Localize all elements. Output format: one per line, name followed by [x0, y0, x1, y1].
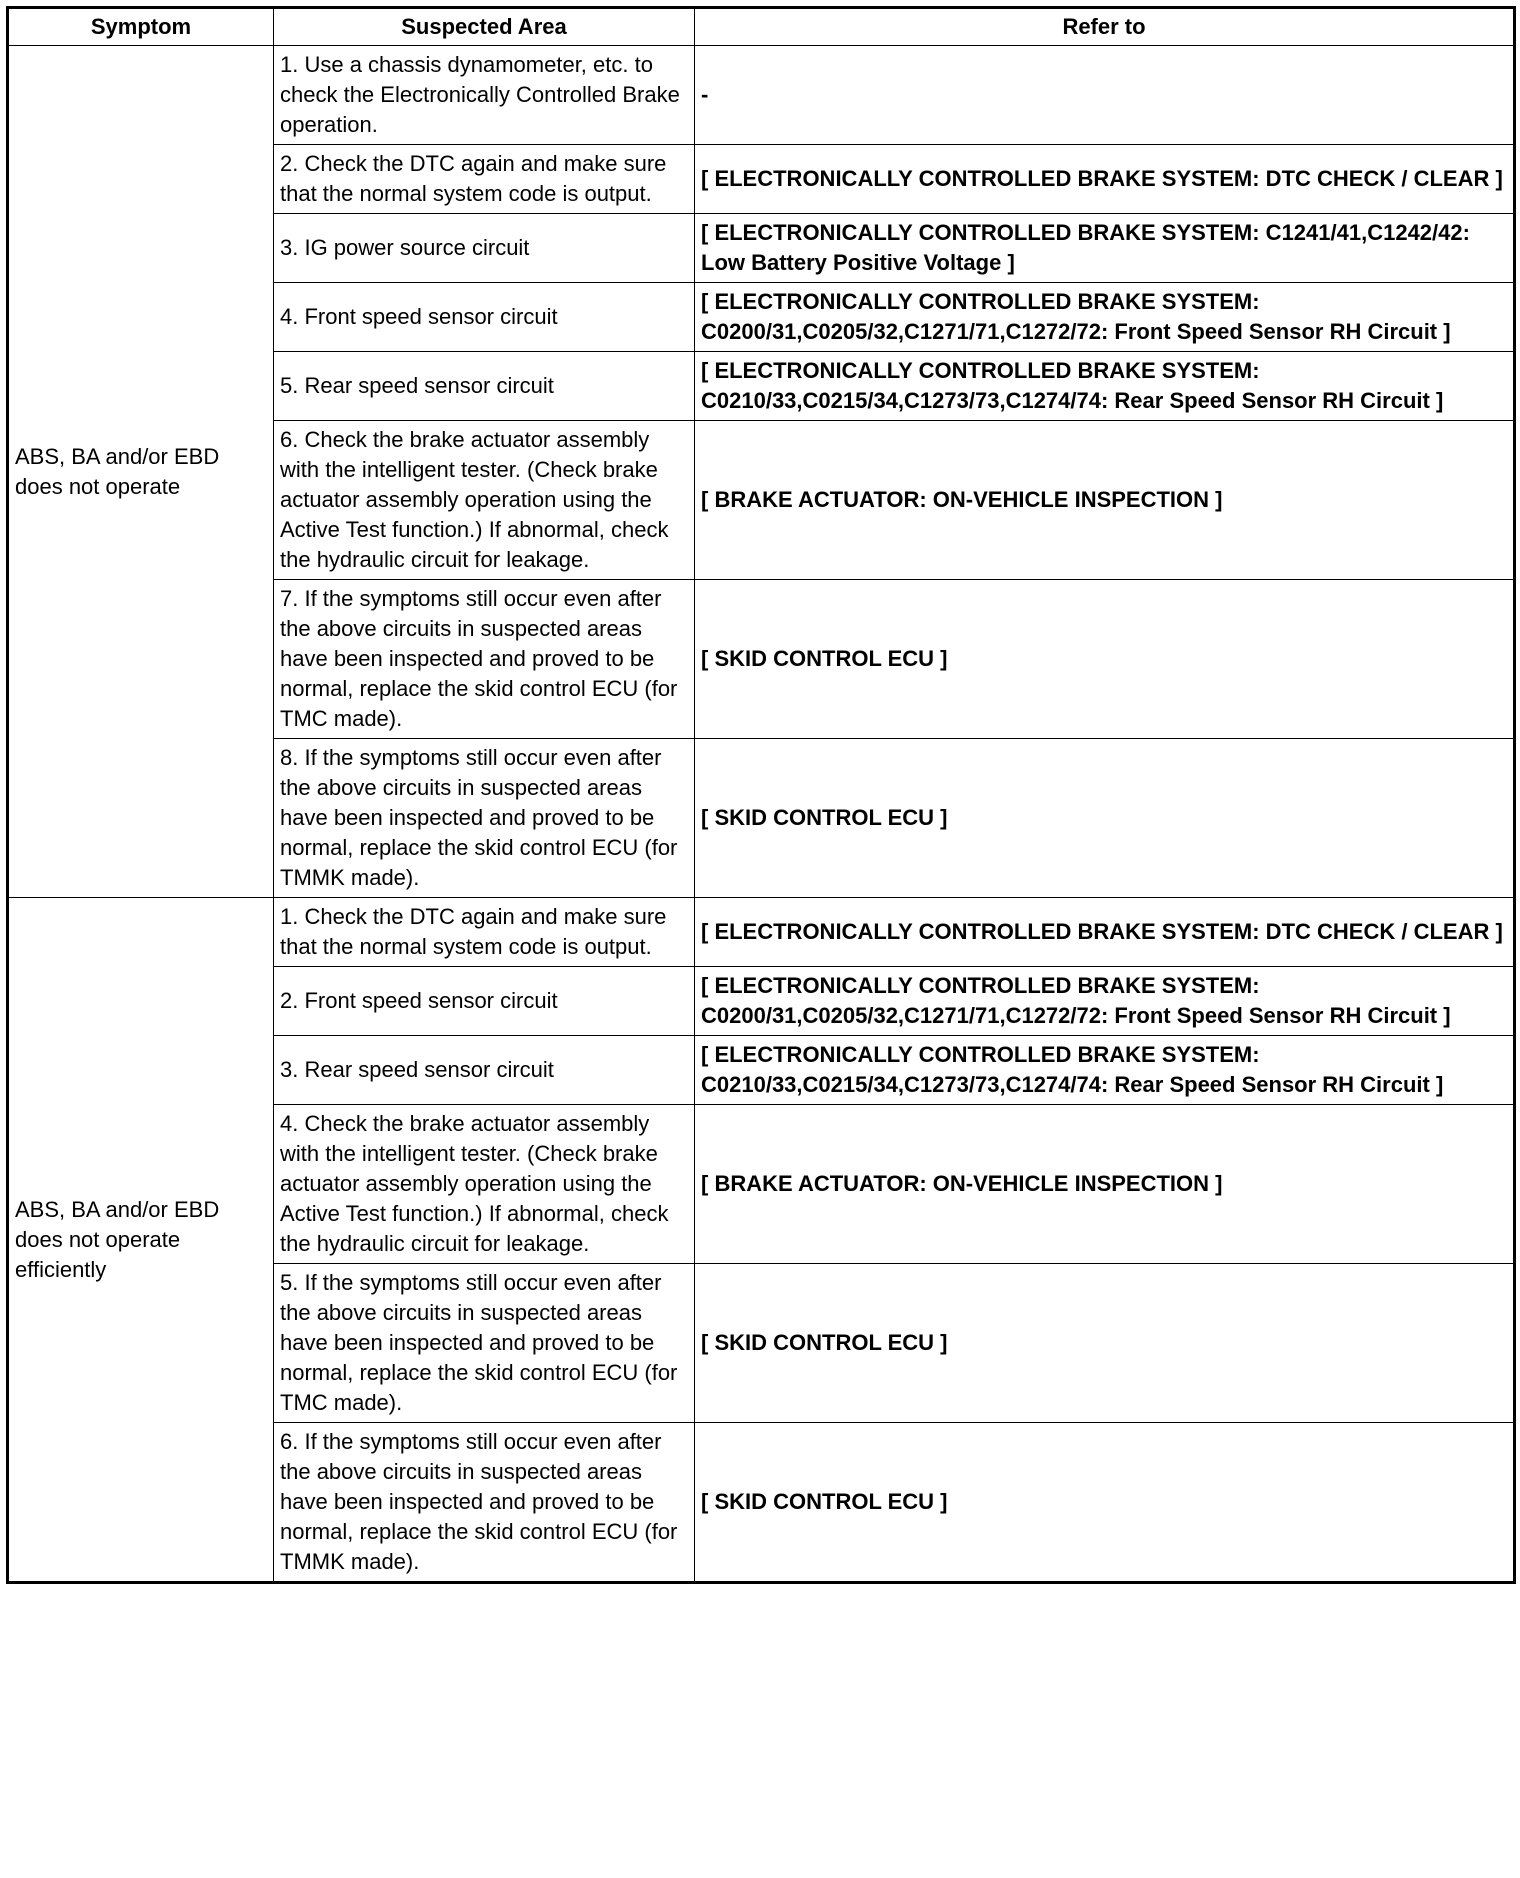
- suspected-area-text: 2. Front speed sensor circuit: [280, 988, 558, 1013]
- refer-to-cell: [695, 46, 1515, 145]
- problem-symptoms-table: [6, 6, 1516, 1584]
- suspected-area-cell: [274, 421, 695, 580]
- header-symptom: Symptom: [8, 8, 274, 46]
- symptom-text: ABS, BA and/or EBD does not operate: [15, 443, 220, 499]
- suspected-area-text: 1. Check the DTC again and make sure that the normal system code is output.: [280, 904, 667, 959]
- refer-to-link[interactable]: [ BRAKE ACTUATOR: ON-VEHICLE INSPECTION ]: [701, 487, 1223, 512]
- suspected-area-text: 6. Check the brake actuator assembly with the intelligent tester. (Check brake actuator assembly operation using the Active Test function.) If abnormal, check the hydraulic circuit for leakage.: [280, 427, 669, 572]
- suspected-area-text: 4. Front speed sensor circuit: [280, 304, 558, 329]
- suspected-area-cell: [274, 898, 695, 967]
- suspected-area-text: 1. Use a chassis dynamometer, etc. to check the Electronically Controlled Brake operation.: [280, 52, 680, 137]
- suspected-area-text: 5. Rear speed sensor circuit: [280, 373, 554, 398]
- refer-to-link[interactable]: [ ELECTRONICALLY CONTROLLED BRAKE SYSTEM: C0210/33,C0215/34,C1273/73,C1274/74: Rear Speed Sensor RH Circuit ]: [701, 1042, 1444, 1097]
- refer-to-link[interactable]: [ ELECTRONICALLY CONTROLLED BRAKE SYSTEM: DTC CHECK / CLEAR ]: [701, 919, 1503, 944]
- symptom-cell: [8, 46, 274, 898]
- suspected-area-text: 4. Check the brake actuator assembly with the intelligent tester. (Check brake actuator assembly operation using the Active Test function.) If abnormal, check the hydraulic circuit for leakage.: [280, 1111, 669, 1256]
- header-suspected-area: Suspected Area: [274, 8, 695, 46]
- refer-to-link[interactable]: [ ELECTRONICALLY CONTROLLED BRAKE SYSTEM: C0210/33,C0215/34,C1273/73,C1274/74: Rear Speed Sensor RH Circuit ]: [701, 358, 1444, 413]
- refer-to-cell: [695, 1264, 1515, 1423]
- refer-to-cell: [695, 580, 1515, 739]
- refer-to-cell: [695, 283, 1515, 352]
- refer-to-cell: [695, 421, 1515, 580]
- refer-to-link[interactable]: [ SKID CONTROL ECU ]: [701, 646, 948, 671]
- table-header-row: [8, 8, 1515, 46]
- refer-to-link[interactable]: -: [701, 82, 709, 107]
- suspected-area-cell: [274, 1264, 695, 1423]
- suspected-area-cell: [274, 46, 695, 145]
- suspected-area-text: 7. If the symptoms still occur even after the above circuits in suspected areas have been inspected and proved to be normal, replace the skid control ECU (for TMC made).: [280, 586, 678, 731]
- refer-to-link[interactable]: [ SKID CONTROL ECU ]: [701, 1330, 948, 1355]
- refer-to-cell: [695, 145, 1515, 214]
- suspected-area-cell: [274, 1105, 695, 1264]
- refer-to-link[interactable]: [ ELECTRONICALLY CONTROLLED BRAKE SYSTEM: C0200/31,C0205/32,C1271/71,C1272/72: Front Speed Sensor RH Circuit ]: [701, 289, 1451, 344]
- refer-to-cell: [695, 1036, 1515, 1105]
- suspected-area-cell: [274, 352, 695, 421]
- refer-to-link[interactable]: [ BRAKE ACTUATOR: ON-VEHICLE INSPECTION ]: [701, 1171, 1223, 1196]
- table-row: [8, 898, 1515, 967]
- refer-to-cell: [695, 214, 1515, 283]
- refer-to-cell: [695, 898, 1515, 967]
- symptom-text: ABS, BA and/or EBD does not operate efficiently: [15, 1196, 220, 1282]
- table-row: [8, 46, 1515, 145]
- suspected-area-cell: [274, 1423, 695, 1583]
- suspected-area-text: 3. IG power source circuit: [280, 235, 530, 260]
- suspected-area-text: 3. Rear speed sensor circuit: [280, 1057, 554, 1082]
- refer-to-link[interactable]: [ ELECTRONICALLY CONTROLLED BRAKE SYSTEM: DTC CHECK / CLEAR ]: [701, 166, 1503, 191]
- table-body: [8, 46, 1515, 1583]
- suspected-area-text: 2. Check the DTC again and make sure that the normal system code is output.: [280, 151, 667, 206]
- refer-to-cell: [695, 1105, 1515, 1264]
- suspected-area-cell: [274, 580, 695, 739]
- suspected-area-cell: [274, 739, 695, 898]
- refer-to-cell: [695, 739, 1515, 898]
- suspected-area-cell: [274, 967, 695, 1036]
- suspected-area-text: 6. If the symptoms still occur even after the above circuits in suspected areas have been inspected and proved to be normal, replace the skid control ECU (for TMMK made).: [280, 1429, 678, 1574]
- suspected-area-text: 5. If the symptoms still occur even after the above circuits in suspected areas have been inspected and proved to be normal, replace the skid control ECU (for TMC made).: [280, 1270, 678, 1415]
- refer-to-cell: [695, 967, 1515, 1036]
- refer-to-cell: [695, 1423, 1515, 1583]
- refer-to-link[interactable]: [ SKID CONTROL ECU ]: [701, 1489, 948, 1514]
- symptom-cell: [8, 898, 274, 1583]
- refer-to-link[interactable]: [ ELECTRONICALLY CONTROLLED BRAKE SYSTEM: C0200/31,C0205/32,C1271/71,C1272/72: Front Speed Sensor RH Circuit ]: [701, 973, 1451, 1028]
- suspected-area-cell: [274, 214, 695, 283]
- refer-to-cell: [695, 352, 1515, 421]
- suspected-area-cell: [274, 283, 695, 352]
- refer-to-link[interactable]: [ ELECTRONICALLY CONTROLLED BRAKE SYSTEM: C1241/41,C1242/42: Low Battery Positive Voltage ]: [701, 220, 1470, 275]
- suspected-area-cell: [274, 145, 695, 214]
- suspected-area-cell: [274, 1036, 695, 1105]
- refer-to-link[interactable]: [ SKID CONTROL ECU ]: [701, 805, 948, 830]
- header-refer-to: Refer to: [695, 8, 1515, 46]
- suspected-area-text: 8. If the symptoms still occur even after the above circuits in suspected areas have been inspected and proved to be normal, replace the skid control ECU (for TMMK made).: [280, 745, 678, 890]
